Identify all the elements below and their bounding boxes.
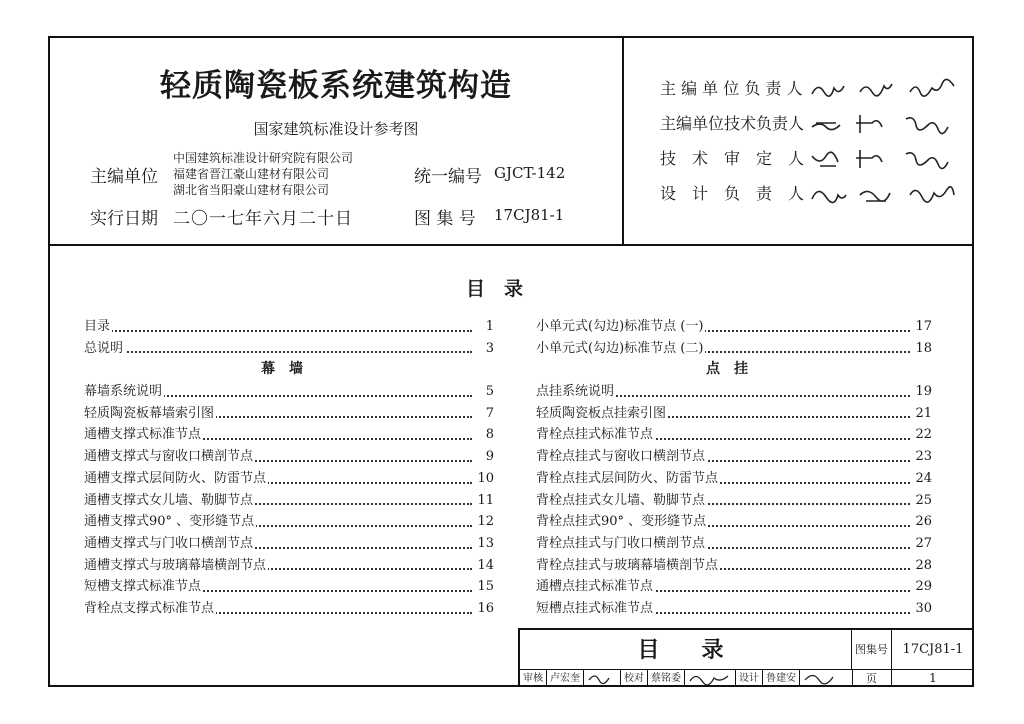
chief-unit-label: 主编单位 (90, 167, 158, 187)
toc-entry-title: 通槽点挂式标准节点 (536, 579, 654, 595)
title-block (518, 628, 974, 687)
toc-entry[interactable] (536, 576, 932, 598)
toc-entry-title: 短槽支撑式标准节点 (84, 579, 202, 595)
responsible-row (660, 111, 972, 141)
toc-page-number: 28 (911, 555, 932, 577)
chief-units-list (173, 150, 353, 198)
toc-entry[interactable] (84, 511, 494, 533)
cover-info (50, 38, 624, 244)
review-label: 审核 (520, 670, 547, 687)
approval-row (520, 670, 853, 687)
chief-unit: 湖北省当阳豪山建材有限公司 (173, 183, 330, 197)
toc-entry[interactable] (536, 598, 932, 620)
drawing-frame (48, 36, 974, 687)
toc-entry-title: 背栓点挂式标准节点 (536, 427, 654, 443)
toc-page-number: 5 (482, 381, 494, 403)
toc-entry[interactable] (84, 533, 494, 555)
signature-image (810, 111, 970, 137)
toc-title: 目 录 (466, 278, 524, 300)
toc-entry-title: 背栓点挂式与玻璃幕墙横剖节点 (536, 557, 719, 573)
toc-entry[interactable] (536, 424, 932, 446)
signature-image (810, 76, 970, 102)
document-title: 轻质陶瓷板系统建筑构造 (160, 68, 512, 104)
toc-entry-title: 通槽支撑式标准节点 (84, 427, 202, 443)
unified-number-label: 统一编号 (414, 167, 482, 187)
review-signature (584, 670, 621, 687)
toc-page-number: 30 (911, 598, 932, 620)
design-name: 鲁建安 (763, 670, 800, 687)
toc-page-number: 15 (473, 576, 494, 598)
toc-entry-title: 通槽支撑式女儿墙、勒脚节点 (84, 492, 254, 508)
page-label: 页 (852, 670, 892, 687)
toc-entry[interactable] (536, 338, 932, 360)
toc-right-column (536, 316, 932, 620)
toc-section-heading: 幕墙 (261, 361, 317, 378)
toc-entry[interactable] (536, 555, 932, 577)
signature-image (810, 146, 970, 172)
toc-leader-dots (84, 351, 472, 353)
toc-entry[interactable] (84, 576, 494, 598)
toc-entry[interactable] (536, 468, 932, 490)
toc-entry-title: 短槽点挂式标准节点 (536, 600, 654, 616)
toc-page-number: 26 (911, 511, 932, 533)
toc-entry-title: 轻质陶瓷板点挂索引图 (536, 405, 667, 421)
toc-page-number: 27 (911, 533, 932, 555)
toc-page-number: 23 (911, 446, 932, 468)
toc-entry[interactable] (84, 338, 494, 360)
toc-left-column (84, 316, 494, 620)
unified-number: GJCT-142 (494, 164, 566, 182)
toc-entry[interactable] (536, 533, 932, 555)
toc-page-number: 17 (911, 316, 932, 338)
effective-date-label: 实行日期 (90, 209, 158, 229)
toc-entry[interactable] (84, 381, 494, 403)
chief-unit: 福建省晋江豪山建材有限公司 (173, 167, 330, 181)
toc-page-number: 11 (473, 490, 494, 512)
toc-page-number: 18 (911, 338, 932, 360)
toc-entry[interactable] (84, 403, 494, 425)
toc-page-number: 19 (911, 381, 932, 403)
design-label: 设计 (736, 670, 763, 687)
toc-entry-title: 总说明 (84, 340, 124, 356)
toc-entry-title: 点挂系统说明 (536, 384, 615, 400)
title-block-name: 目 录 (520, 630, 852, 670)
toc-entry[interactable] (536, 316, 932, 338)
signature-image (810, 181, 970, 207)
toc-page-number: 10 (473, 468, 494, 490)
toc-page-number: 13 (473, 533, 494, 555)
toc-entry-title: 背栓点挂式与门收口横剖节点 (536, 535, 706, 551)
toc-page-number: 29 (911, 576, 932, 598)
responsible-row (660, 76, 972, 106)
toc-entry[interactable] (84, 446, 494, 468)
toc-entry[interactable] (84, 424, 494, 446)
toc-entry-title: 背栓点支撑式标准节点 (84, 600, 215, 616)
toc-page-number: 9 (482, 446, 494, 468)
toc-page-number: 8 (482, 424, 494, 446)
toc-page-number: 3 (482, 338, 494, 360)
toc-entry-title: 背栓点挂式女儿墙、勒脚节点 (536, 492, 706, 508)
toc-entry-title: 通槽支撑式与门收口横剖节点 (84, 535, 254, 551)
responsible-row (660, 181, 972, 211)
toc-page-number: 16 (473, 598, 494, 620)
cover-header (50, 38, 972, 246)
toc-entry-title: 幕墙系统说明 (84, 384, 163, 400)
toc-entry-title: 背栓点挂式与窗收口横剖节点 (536, 449, 706, 465)
toc-entry-title: 通槽支撑式90° 、变形缝节点 (84, 514, 255, 530)
toc-page-number: 14 (473, 555, 494, 577)
toc-entry[interactable] (84, 490, 494, 512)
toc-page-number: 12 (473, 511, 494, 533)
toc-entry-title: 轻质陶瓷板幕墙索引图 (84, 405, 215, 421)
effective-date: 二〇一七年六月二十日 (173, 209, 353, 229)
responsible-label: 主编单位技术负责人 (660, 114, 805, 133)
toc-leader-dots (84, 330, 472, 332)
check-signature (685, 670, 736, 687)
toc-entry-title: 背栓点挂式90° 、变形缝节点 (536, 514, 707, 530)
responsible-label: 技 术 审 定 人 (660, 149, 805, 168)
toc-entry-title: 小单元式(勾边)标准节点 (一) (536, 319, 704, 334)
toc-page-number: 25 (911, 490, 932, 512)
design-signature (800, 670, 844, 687)
toc-entry-title: 通槽支撑式与窗收口横剖节点 (84, 449, 254, 465)
check-label: 校对 (621, 670, 648, 687)
toc-entry[interactable] (536, 403, 932, 425)
toc-page-number: 22 (911, 424, 932, 446)
responsible-label: 主 编 单 位 负 责 人 (660, 79, 803, 98)
responsible-row (660, 146, 972, 176)
atlas-number-label: 图 集 号 (414, 209, 476, 229)
toc-entry-title: 目录 (84, 319, 111, 334)
toc-entry-title: 小单元式(勾边)标准节点 (二) (536, 340, 704, 356)
toc-entry-title: 通槽支撑式与玻璃幕墙横剖节点 (84, 557, 267, 573)
toc-entry[interactable] (536, 381, 932, 403)
atlas-no-label: 图集号 (852, 630, 892, 670)
check-name: 蔡铭委 (648, 670, 685, 687)
toc-entry-title: 通槽支撑式层间防火、防雷节点 (84, 470, 267, 486)
toc-entry[interactable] (84, 598, 494, 620)
toc-entry[interactable] (536, 446, 932, 468)
toc-entry-title: 背栓点挂式层间防火、防雷节点 (536, 470, 719, 486)
toc-entry[interactable] (84, 468, 494, 490)
toc-page-number: 21 (911, 403, 932, 425)
review-name: 卢宏奎 (547, 670, 584, 687)
toc-entry[interactable] (84, 555, 494, 577)
document-subtitle: 国家建筑标准设计参考图 (253, 120, 419, 138)
toc-entry[interactable] (536, 490, 932, 512)
toc-page-number: 1 (482, 316, 494, 338)
toc-entry[interactable] (84, 316, 494, 338)
atlas-number: 17CJ81-1 (494, 206, 565, 224)
page-value: 1 (929, 671, 937, 685)
toc-entry[interactable] (536, 511, 932, 533)
toc-page-number: 7 (482, 403, 494, 425)
chief-unit: 中国建筑标准设计研究院有限公司 (173, 151, 354, 165)
responsibles-panel (624, 38, 972, 244)
atlas-no-value: 17CJ81-1 (892, 630, 974, 670)
responsible-label: 设 计 负 责 人 (660, 184, 805, 203)
toc-section-heading: 点挂 (706, 361, 762, 378)
toc-page-number: 24 (911, 468, 932, 490)
